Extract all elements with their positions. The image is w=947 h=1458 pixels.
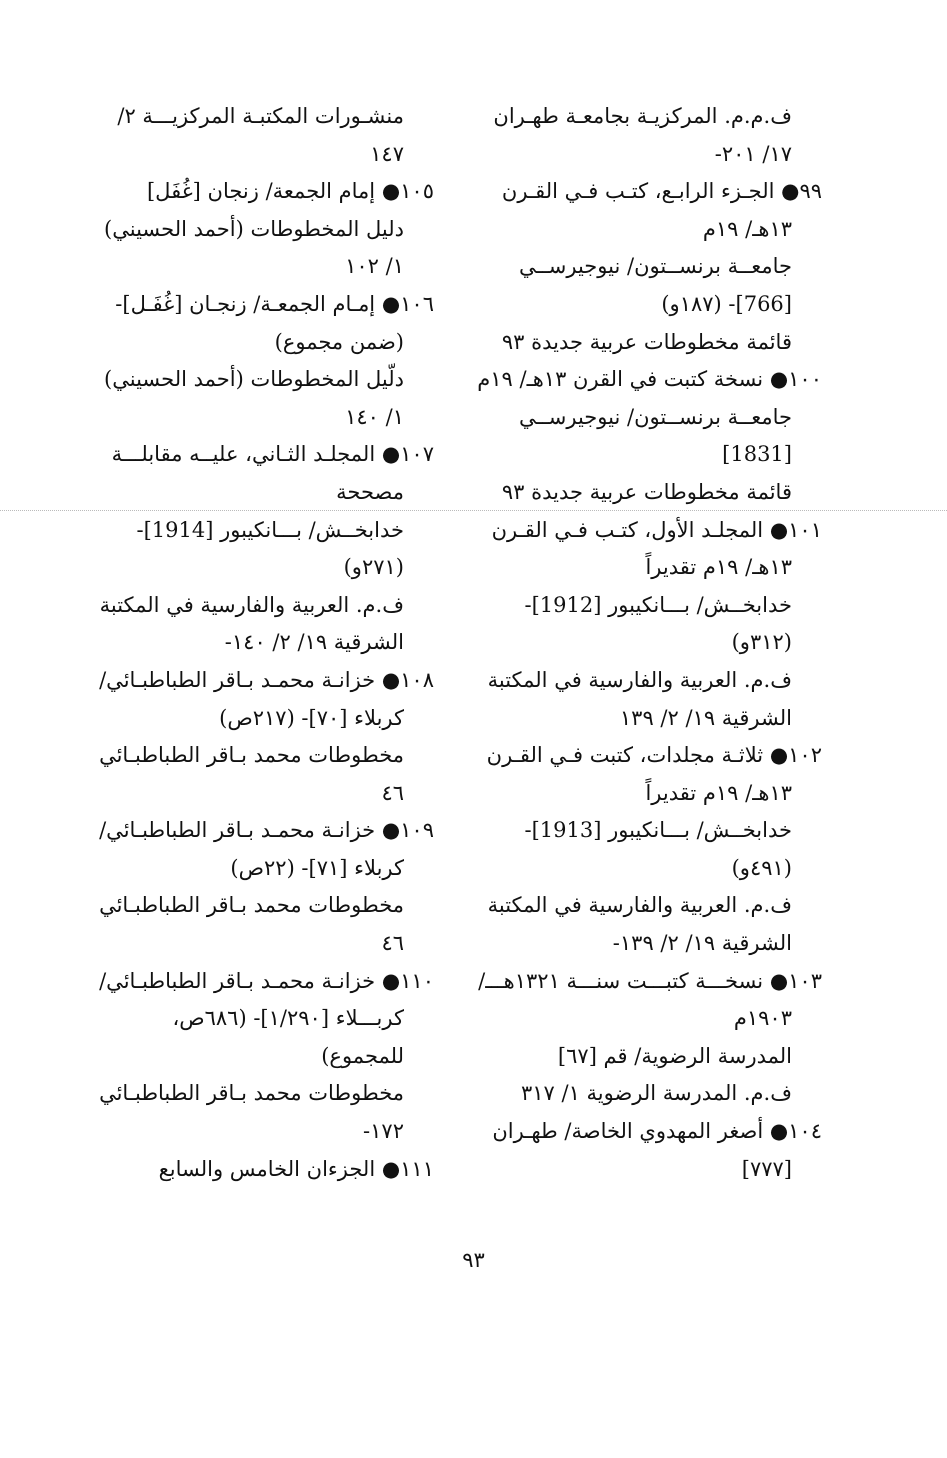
entry-text: ٤٦: [381, 780, 404, 805]
entry-text: مخطوطات محمد بـاقر الطباطبـائي: [99, 893, 404, 918]
entry-first-line: [100, 98, 404, 136]
entry-line: [100, 248, 404, 286]
entry-line: [490, 1151, 792, 1189]
entry-text: مصححة: [336, 479, 404, 504]
entry-line: [490, 474, 792, 512]
entry-line: [100, 925, 404, 963]
catalog-entry: [490, 1113, 822, 1188]
entry-text: مخطوطات محمد بـاقر الطباطبـائي: [99, 743, 404, 768]
catalog-entry: [100, 1151, 434, 1189]
entry-line: [100, 399, 404, 437]
entry-text: ١/ ١٤٠: [345, 404, 404, 429]
entry-line: [490, 399, 792, 437]
catalog-entry: [100, 173, 434, 286]
entry-text: خزانـة محمـد بـاقر الطباطبـائي/: [99, 968, 376, 993]
entry-first-line: [100, 173, 434, 211]
entry-line: [100, 775, 404, 813]
entry-number: ١٠٣●: [763, 968, 822, 993]
entry-line: [100, 474, 404, 512]
entry-text: خدابخــش/ بـــانكيبور [1914]-: [136, 517, 404, 542]
entry-first-line: [486, 737, 822, 775]
entry-number: ١١١●: [375, 1156, 434, 1181]
entry-number: ١٠٤●: [763, 1119, 822, 1144]
entry-first-line: [100, 963, 434, 1001]
entry-text: ١٣هـ/ ١٩م تقديراً: [645, 555, 792, 580]
entry-first-line: [477, 361, 822, 399]
entry-text: ف.م. المدرسة الرضوية ١/ ٣١٧: [520, 1081, 792, 1106]
entry-line: [100, 850, 404, 888]
entry-text: [1831]: [722, 442, 792, 467]
entry-text: ف.م.م. المركزيـة بجامعـة طهـران: [493, 104, 792, 128]
entry-text: خدابخــش/ بـــانكيبور [1912]-: [524, 592, 792, 617]
entry-text: أصغر المهدوي الخاصة/ طهـران: [492, 1119, 764, 1144]
entry-text: ١٧/ ٢٠١-: [714, 141, 792, 166]
entry-text: خدابخــش/ بـــانكيبور [1913]-: [524, 818, 792, 843]
entry-text: مخطوطات محمد بـاقر الطباطبـائي: [99, 1081, 404, 1106]
entry-line: [490, 925, 792, 963]
catalog-entry: [100, 286, 434, 436]
entry-number: ١٠٩●: [375, 818, 434, 843]
entry-line: [490, 211, 792, 249]
entry-text: (٤٩١و): [731, 855, 792, 880]
entry-text: الشرقية ١٩/ ٢/ ١٣٩: [619, 705, 792, 730]
entry-text: جامعــة برنســتون/ نيوجيرســي: [518, 254, 792, 279]
entry-line: [100, 1113, 404, 1151]
entry-text: المجلـد الأول، كتـب فـي القـرن: [491, 517, 764, 542]
entry-text: دليل المخطوطات (أحمد الحسيني): [104, 216, 404, 241]
entry-line: [100, 1038, 404, 1076]
entry-number: ١٠٢●: [763, 743, 822, 768]
entry-text: كربـــلاء [١/٢٩٠]- (٦٨٦ص،: [172, 1006, 404, 1031]
entry-text: ١٣هـ/ ١٩م تقديراً: [645, 780, 792, 805]
entry-text: (ضمن مجموع): [274, 329, 404, 354]
entry-line: [100, 211, 404, 249]
entry-line: [100, 887, 404, 925]
entry-first-line: [100, 1151, 434, 1189]
entry-text: (٣١٢و): [731, 630, 792, 655]
catalog-entry: [100, 98, 434, 173]
entry-number: ١٠٦●: [375, 291, 434, 316]
entry-text: جامعــة برنســتون/ نيوجيرســي: [518, 404, 792, 429]
entry-line: [490, 1075, 792, 1113]
entry-line: [490, 549, 792, 587]
entry-line: [100, 136, 404, 174]
page-number: ٩٣: [462, 1248, 485, 1272]
entry-line: [100, 737, 404, 775]
entry-first-line: [490, 512, 822, 550]
catalog-entry: [100, 963, 434, 1151]
entry-text: ١٩٠٣م: [733, 1006, 792, 1031]
entry-text: ١٣هـ/ ١٩م: [702, 216, 792, 241]
entry-line: [100, 512, 404, 550]
entry-line: [490, 850, 792, 888]
entry-number: ١١٠●: [375, 968, 434, 993]
entry-first-line: [100, 436, 434, 474]
entry-number: ٩٩●: [774, 179, 822, 204]
entry-text: الشرقية ١٩/ ٢/ ١٣٩-: [612, 931, 792, 956]
entry-text: ١٧٢-: [363, 1119, 404, 1144]
entry-line: [490, 624, 792, 662]
entry-number: ١٠٧●: [375, 442, 434, 467]
entry-first-line: [100, 812, 434, 850]
entry-line: [490, 1038, 792, 1076]
entry-text: كربلاء [٧١]- (٢٢ص): [230, 855, 404, 880]
entry-line: [490, 248, 792, 286]
entry-line: [490, 1000, 792, 1038]
entry-line: [490, 587, 792, 625]
catalog-entry: [478, 963, 822, 1113]
entry-line: [490, 700, 792, 738]
catalog-entry: [490, 98, 822, 173]
entry-line: [100, 1075, 404, 1113]
entry-line: [100, 587, 404, 625]
catalog-entry: [100, 662, 434, 812]
entry-text: نسخـــة كتبـــت سنـــة ١٣٢١هـــ/: [478, 968, 764, 993]
entry-line: [100, 549, 404, 587]
entry-text: (٢٧١و): [343, 555, 404, 580]
entry-text: كربلاء [٧٠]- (٢١٧ص): [219, 705, 404, 730]
entry-line: [100, 700, 404, 738]
entry-line: [487, 887, 792, 925]
entry-line: [490, 136, 792, 174]
entry-text: قائمة مخطوطات عربية جديدة ٩٣: [501, 329, 792, 354]
catalog-entry: [100, 436, 434, 662]
entry-line: [487, 662, 792, 700]
catalog-entry: [486, 737, 822, 963]
entry-text: الشرقية ١٩/ ٢/ ١٤٠-: [224, 630, 404, 655]
entry-text: للمجموع): [321, 1043, 404, 1068]
entry-text: المدرسة الرضوية/ قم [٦٧]: [557, 1043, 792, 1068]
entry-text: ف.م. العربية والفارسية في المكتبة: [487, 667, 792, 692]
entry-text: الجـزء الرابـع، كتـب فـي القـرن: [501, 179, 775, 204]
right-column: [477, 98, 822, 1188]
entry-text: [766]- (١٨٧و): [661, 291, 792, 316]
entry-first-line: [490, 1113, 822, 1151]
entry-text: منشـورات المكتبـة المركزيـــة ٢/: [117, 104, 404, 128]
entry-number: ١٠٥●: [375, 179, 434, 204]
entry-text: ٤٦: [381, 931, 404, 956]
entry-text: قائمة مخطوطات عربية جديدة ٩٣: [501, 479, 792, 504]
entry-number: ١٠٠●: [763, 367, 822, 392]
entry-text: ف.م. العربية والفارسية في المكتبة: [99, 592, 404, 617]
entry-text: إمـام الجمعـة/ زنجـان [غُفَـل]-: [115, 291, 376, 316]
entry-number: ١٠١●: [763, 517, 822, 542]
left-column: [100, 98, 434, 1188]
entry-text: الجزءان الخامس والسابع: [158, 1156, 376, 1181]
entry-line: [100, 1000, 404, 1038]
catalog-entry: [490, 173, 822, 361]
entry-text: ١٤٧: [370, 141, 404, 166]
entry-first-line: [478, 963, 822, 1001]
entry-text: خزانـة محمـد بـاقر الطباطبـائي/: [99, 818, 376, 843]
entry-line: [100, 324, 404, 362]
entry-line: [490, 324, 792, 362]
entry-text: إمام الجمعة/ زنجان [غُفَل]: [146, 179, 376, 204]
entry-text: [٧٧٧]: [741, 1156, 792, 1181]
dotted-divider: [0, 510, 947, 511]
entry-number: ١٠٨●: [375, 667, 434, 692]
entry-first-line: [100, 286, 434, 324]
catalog-entry: [100, 812, 434, 962]
entry-text: نسخة كتبت في القرن ١٣هـ/ ١٩م: [477, 367, 764, 392]
entry-first-line: [490, 98, 792, 136]
entry-first-line: [490, 173, 822, 211]
entry-first-line: [100, 662, 434, 700]
catalog-entry: [477, 361, 822, 511]
entry-text: ف.م. العربية والفارسية في المكتبة: [487, 893, 792, 918]
entry-text: دلّيل المخطوطات (أحمد الحسيني): [104, 367, 404, 392]
entry-line: [100, 624, 404, 662]
catalog-entry: [487, 512, 822, 738]
entry-text: خزانـة محمـد بـاقر الطباطبـائي/: [99, 667, 376, 692]
entry-text: ثلاثـة مجلدات، كتبت فـي القـرن: [486, 743, 764, 768]
entry-line: [490, 286, 792, 324]
entry-text: المجلـد الثـاني، عليــه مقابلـــة: [111, 442, 376, 467]
entry-text: ١/ ١٠٢: [345, 254, 404, 279]
entry-line: [490, 812, 792, 850]
entry-line: [490, 775, 792, 813]
entry-line: [490, 436, 792, 474]
entry-line: [100, 361, 404, 399]
